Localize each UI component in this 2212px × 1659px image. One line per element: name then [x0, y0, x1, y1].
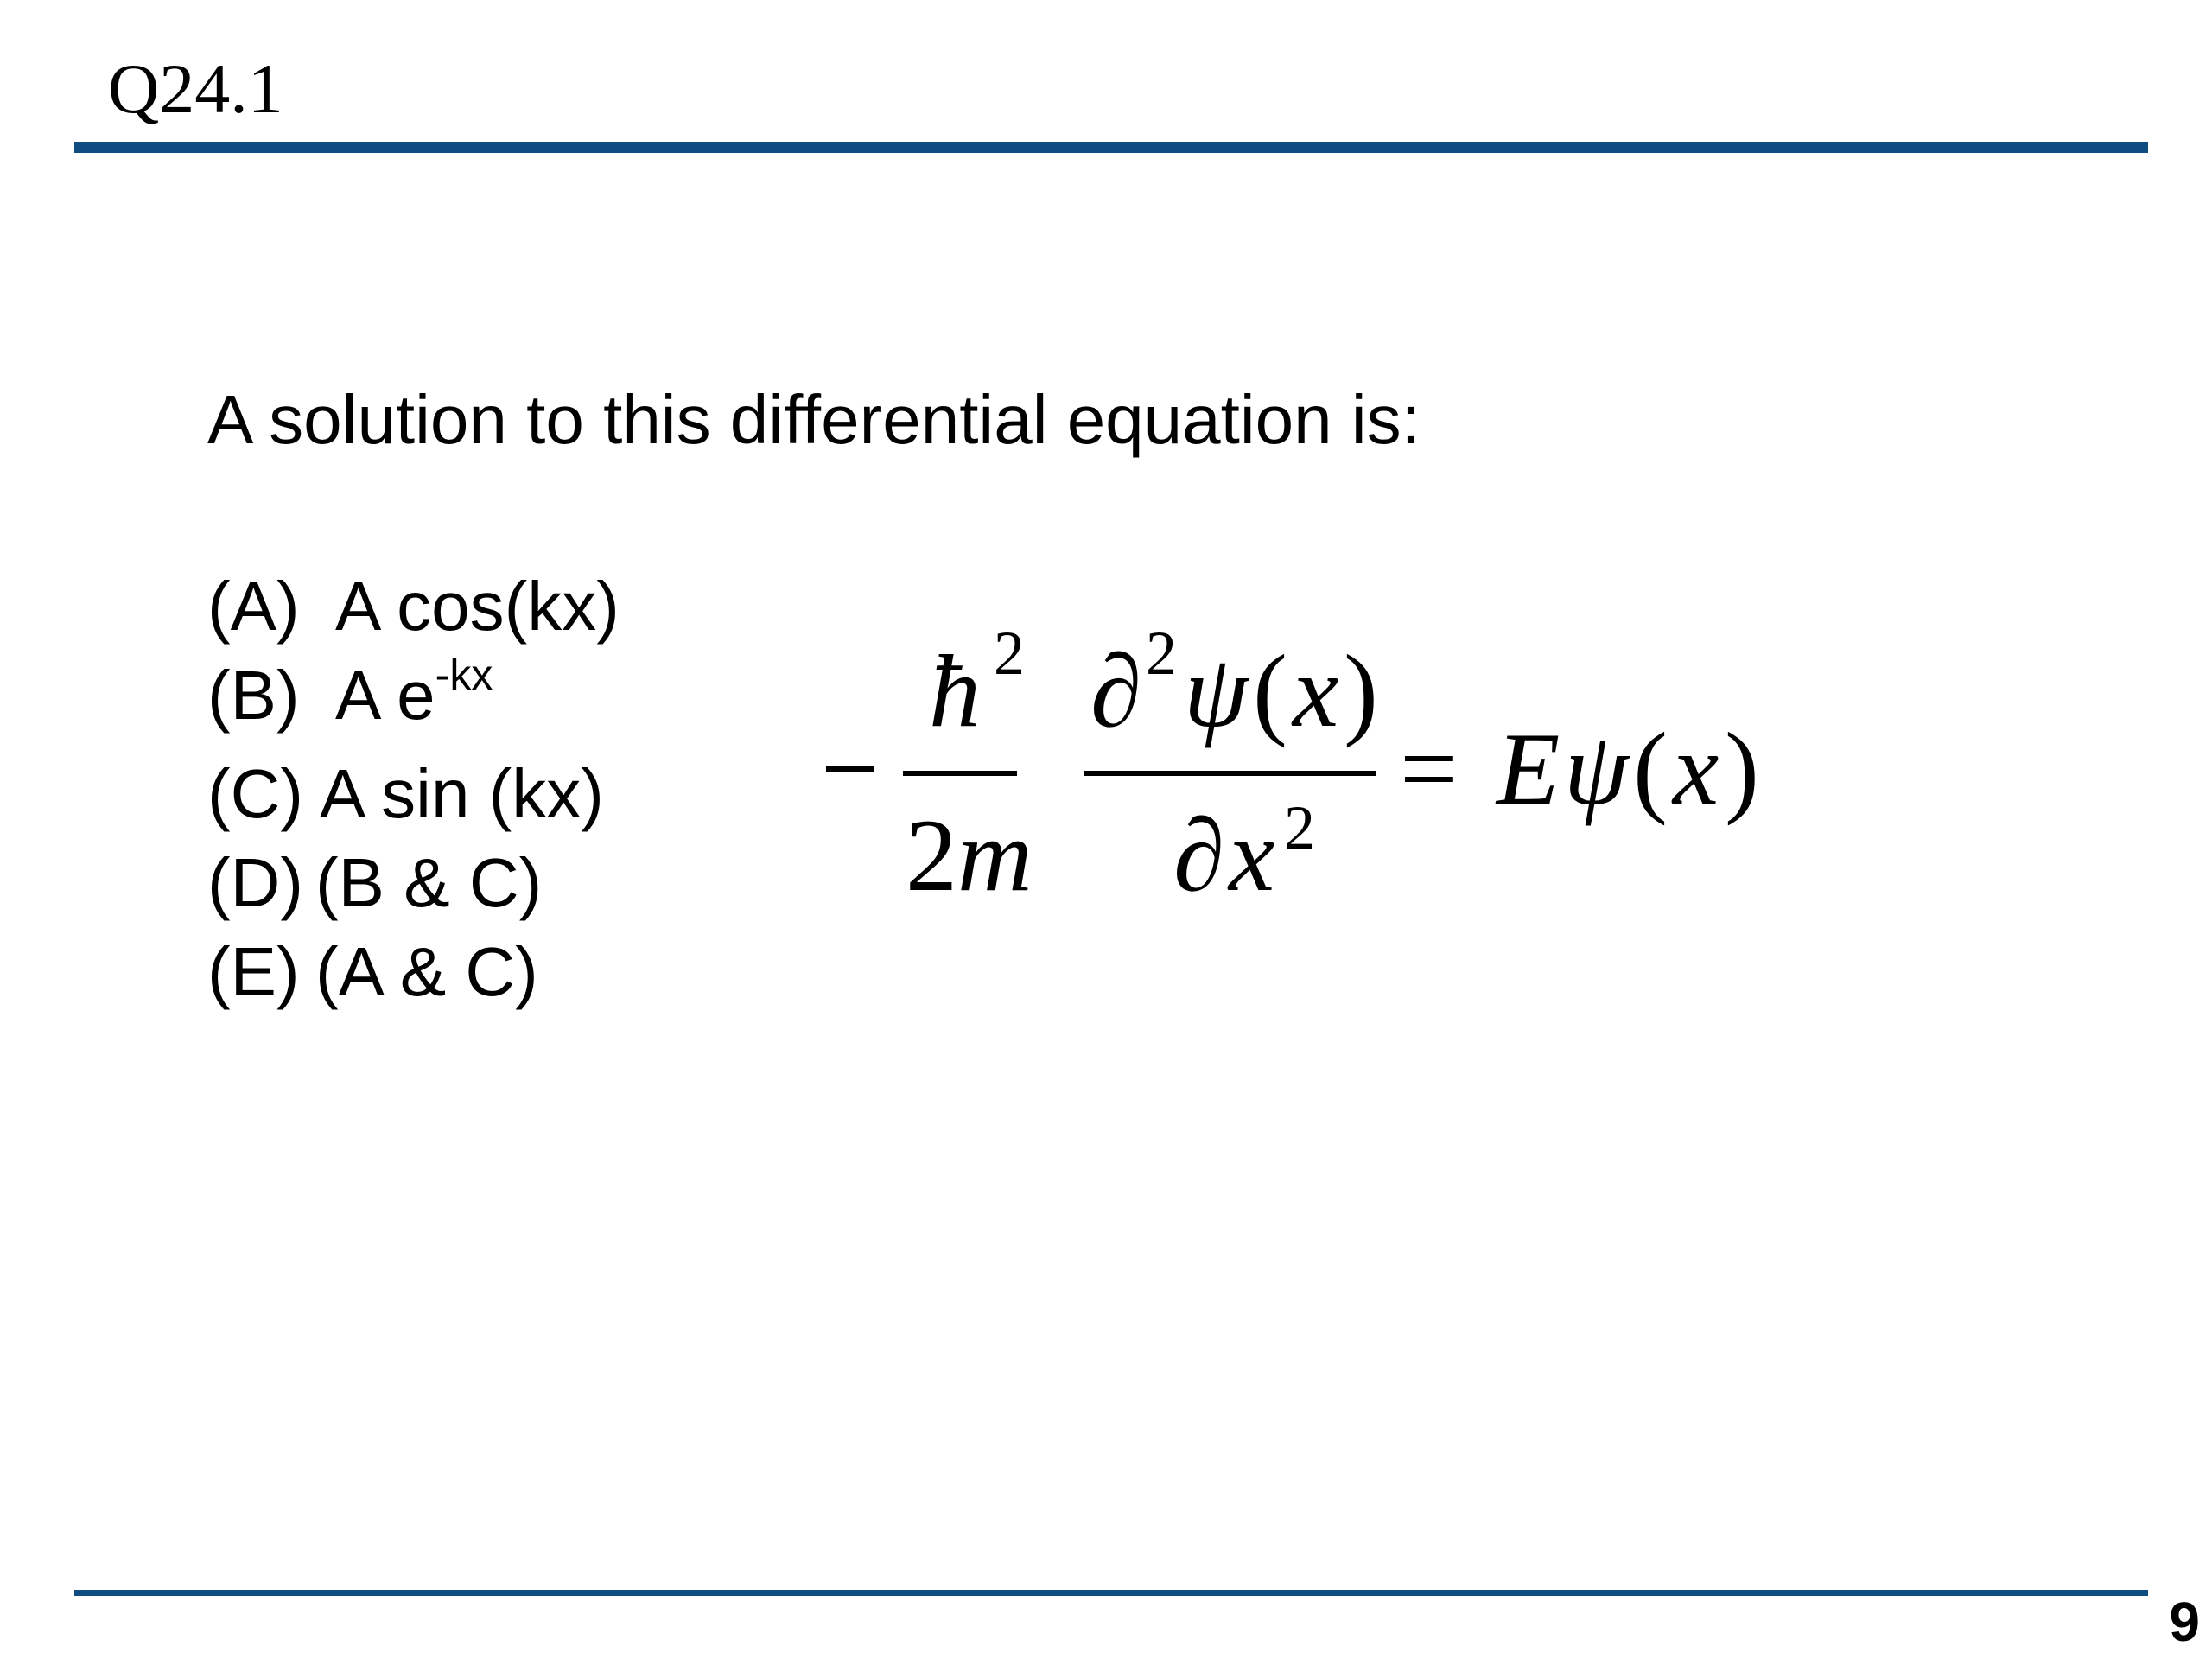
- eq-partial-exponent: 2: [1146, 622, 1177, 688]
- option-superscript: -kx: [435, 651, 493, 699]
- eq-hbar: ħ: [929, 633, 981, 748]
- eq-partial-denominator: ∂: [1173, 798, 1225, 912]
- eq-psi-rhs: ψ: [1564, 711, 1629, 826]
- eq-close-paren-2: ): [1725, 711, 1759, 826]
- title-underline: [74, 142, 2148, 153]
- eq-x-denominator: x: [1229, 798, 1275, 912]
- option-letter: (B): [207, 657, 300, 734]
- eq-fraction-bar-2: [1084, 771, 1376, 776]
- option-text-base: A e: [335, 657, 435, 734]
- eq-psi-numerator: ψ: [1184, 633, 1249, 748]
- option-text: (A & C): [315, 933, 538, 1010]
- eq-mass: m: [957, 798, 1033, 912]
- equation-graphic: [812, 622, 1884, 916]
- eq-minus: −: [821, 711, 880, 826]
- option-c: [207, 749, 620, 838]
- eq-x-numerator: x: [1293, 633, 1339, 748]
- option-letter: (C): [207, 755, 304, 832]
- footer-rule: [74, 1590, 2148, 1596]
- eq-partial-numerator: ∂: [1090, 633, 1142, 748]
- eq-hbar-exponent: 2: [994, 622, 1025, 688]
- option-text: A sin (kx): [320, 755, 604, 832]
- option-b: [207, 651, 620, 749]
- eq-fraction-bar-1: [903, 771, 1017, 776]
- eq-open-paren-1: (: [1253, 633, 1287, 748]
- option-text: [335, 651, 493, 749]
- option-letter: (D): [207, 844, 304, 921]
- eq-open-paren-2: (: [1633, 711, 1668, 826]
- schrodinger-equation: [812, 622, 1884, 916]
- page-number: 9: [2169, 1591, 2200, 1653]
- slide-title: Q24.1: [108, 49, 283, 128]
- option-text: (B & C): [315, 844, 543, 921]
- eq-x-exponent: 2: [1284, 793, 1315, 862]
- option-text: A cos(kx): [335, 568, 620, 645]
- eq-close-paren-1: ): [1344, 633, 1378, 748]
- eq-x-rhs: x: [1673, 711, 1719, 826]
- eq-equals: =: [1400, 711, 1459, 826]
- eq-energy: E: [1497, 711, 1560, 826]
- option-a: [207, 562, 620, 651]
- option-e: [207, 927, 620, 1016]
- question-prompt: A solution to this differential equation is:: [207, 381, 1421, 458]
- option-letter: (E): [207, 933, 300, 1010]
- answer-options: [207, 562, 620, 1016]
- option-letter: (A): [207, 568, 300, 645]
- option-d: [207, 838, 620, 927]
- eq-two: 2: [906, 798, 957, 912]
